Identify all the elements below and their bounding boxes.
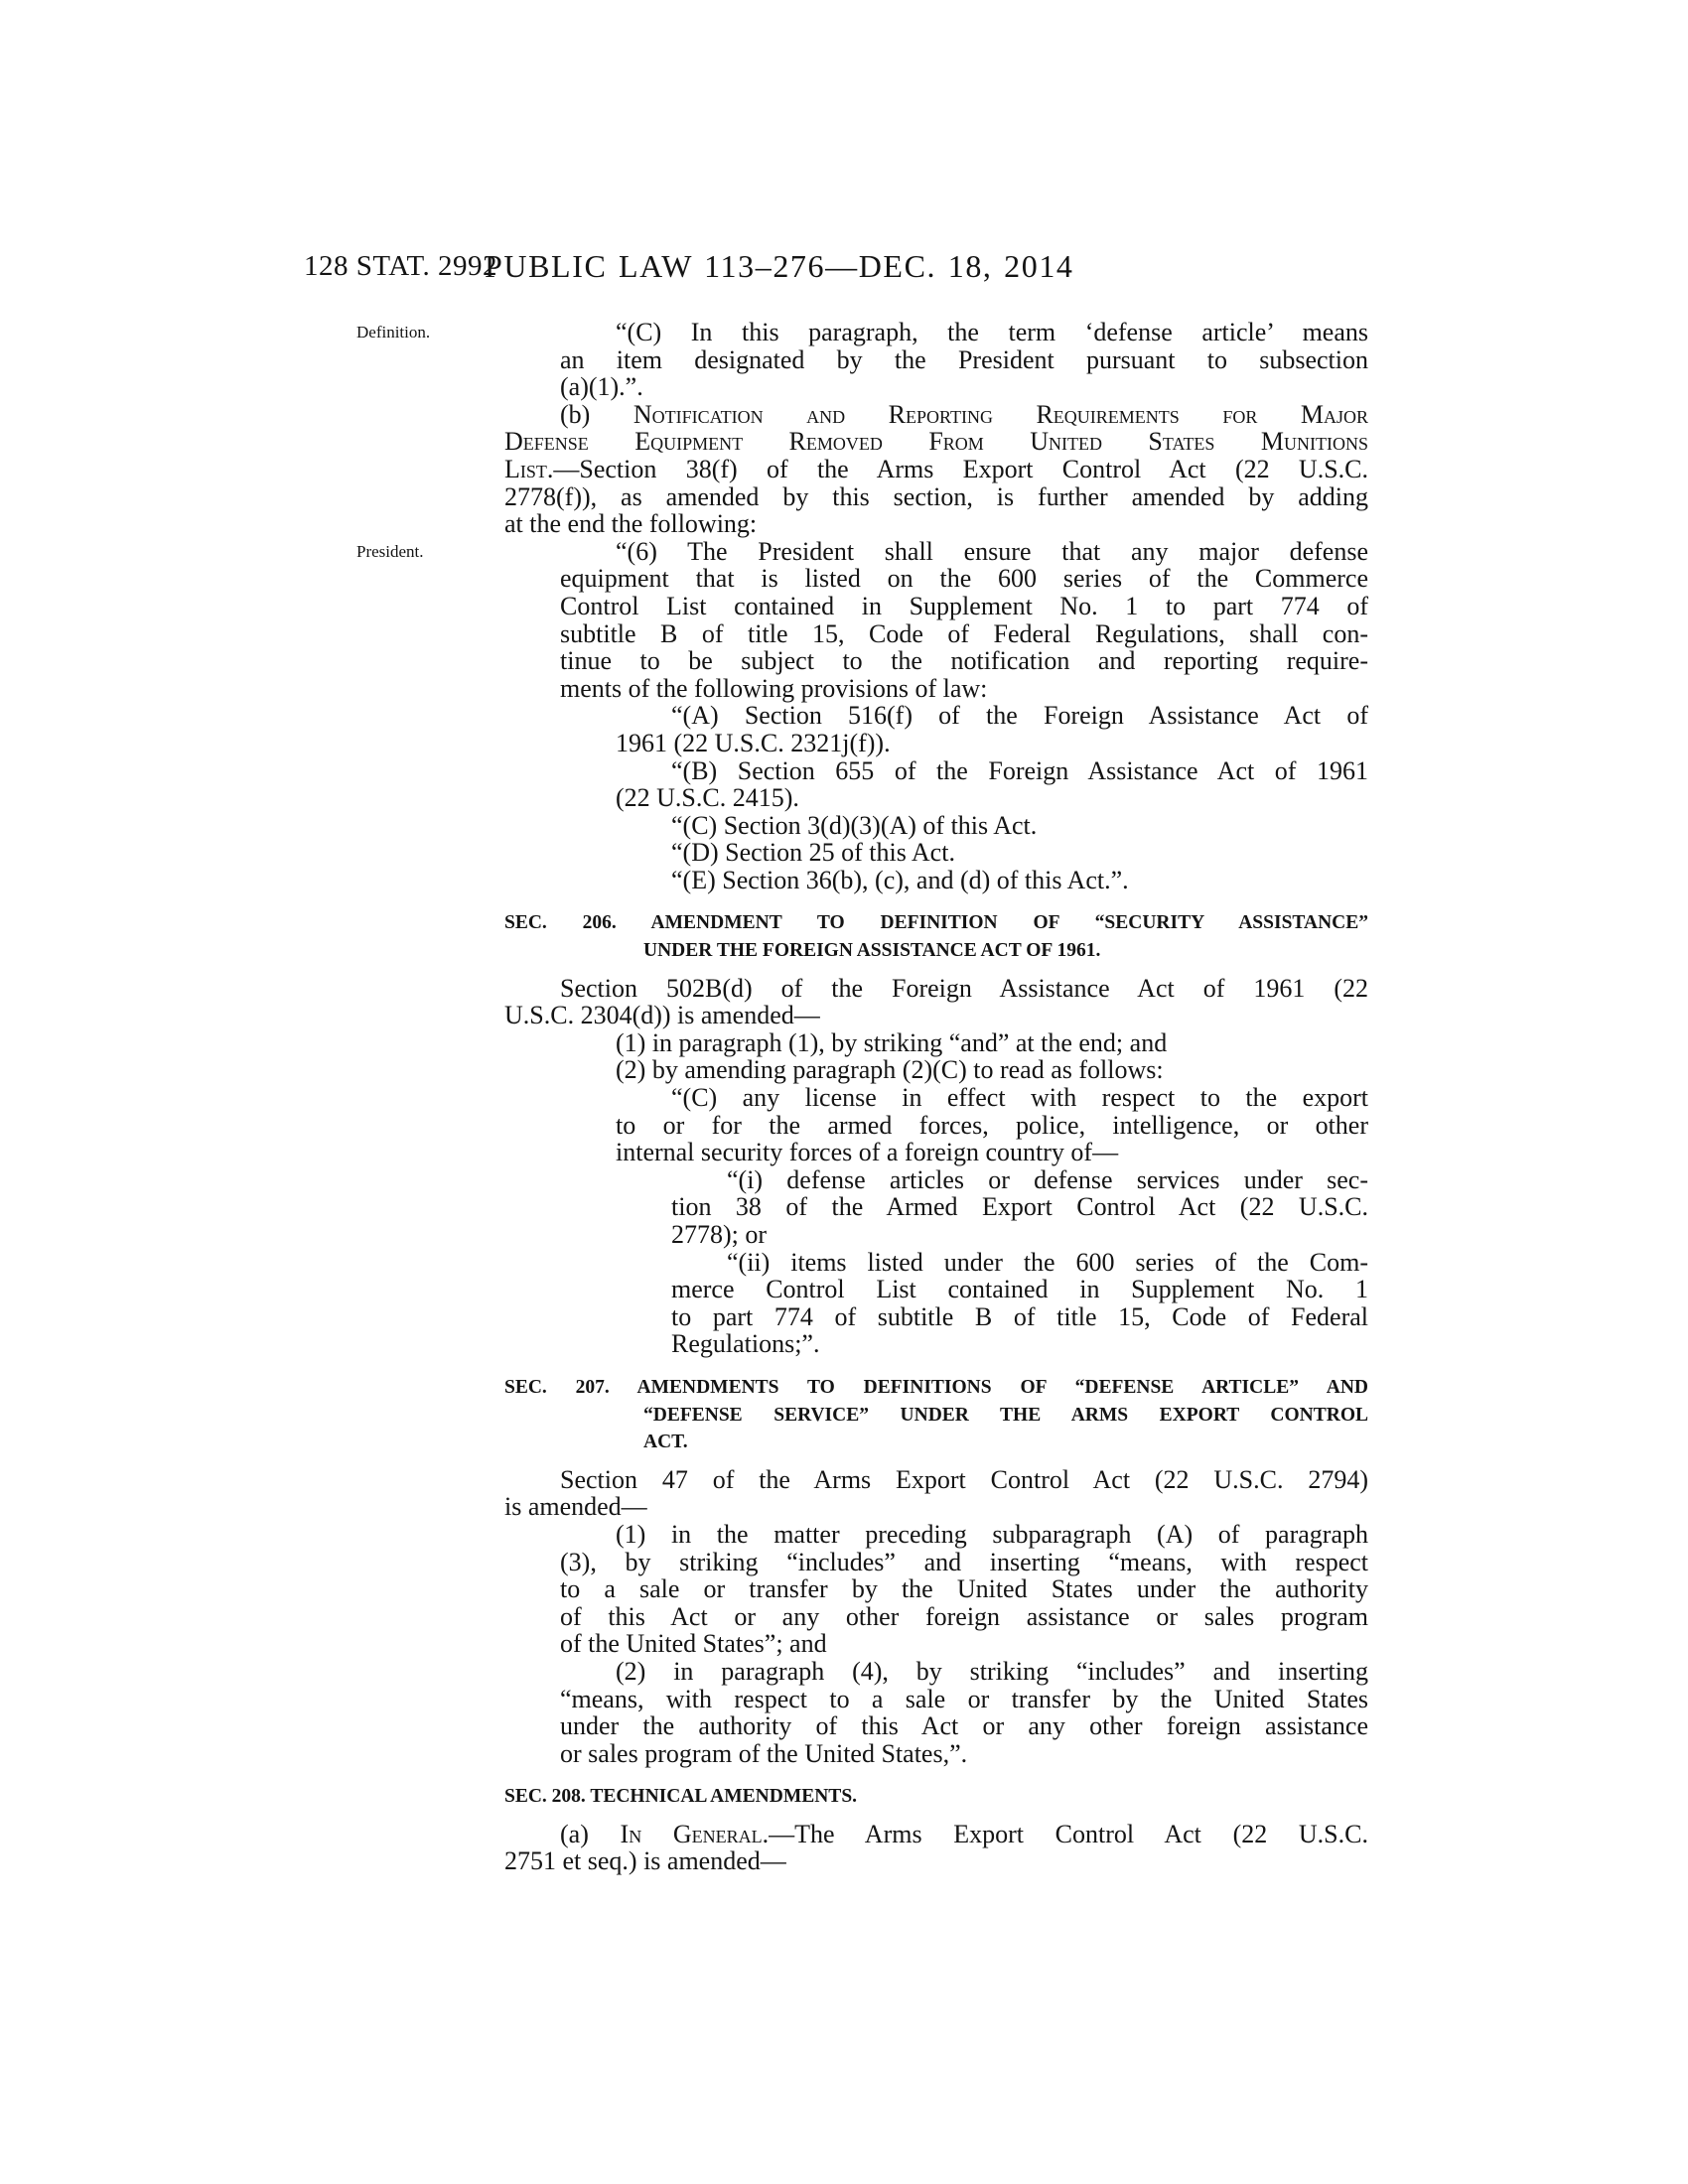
small-caps-heading: List. (504, 454, 554, 483)
text-line: (a)(1).”. (560, 372, 643, 402)
text-line: tion 38 of the Armed Export Control Act (22 U.S.C. (671, 1192, 1368, 1222)
text-line: “(6) The President shall ensure that any major defense (616, 536, 1368, 566)
paragraph (616, 839, 1368, 867)
text-line: is amended— (504, 1492, 647, 1522)
section-heading (504, 1783, 1368, 1811)
text-segment: —The Arms Export Control Act (22 U.S.C. (769, 1819, 1368, 1848)
text-segment: (b) (560, 399, 633, 429)
paragraph (504, 975, 1368, 1029)
text-line: subtitle B of title 15, Code of Federal Regulations, shall con- (560, 618, 1368, 648)
paragraph (560, 1029, 1368, 1057)
text-line: to a sale or transfer by the United States under the authority (560, 1574, 1368, 1604)
paragraph (671, 1249, 1368, 1358)
text-line: 2751 et seq.) is amended— (504, 1846, 786, 1876)
text-line: under the authority of this Act or any other foreign assistance (560, 1711, 1368, 1741)
text-line: merce Control List contained in Supplement No. 1 (671, 1275, 1368, 1304)
heading-line: “DEFENSE SERVICE” UNDER THE ARMS EXPORT CONTROL (643, 1404, 1368, 1426)
paragraph (504, 1466, 1368, 1521)
text-line: to part 774 of subtitle B of title 15, Code of Federal (671, 1301, 1368, 1331)
text-segment: —Section 38(f) of the Arms Export Control Act (22 U.S.C. (553, 454, 1368, 483)
paragraph (560, 1521, 1368, 1658)
text-line: “(B) Section 655 of the Foreign Assistance Act of 1961 (671, 755, 1368, 785)
heading-line: SEC. 208. TECHNICAL AMENDMENTS. (504, 1786, 858, 1808)
text-line: “(ii) items listed under the 600 series of the Com- (727, 1247, 1368, 1277)
heading-line: SEC. 207. AMENDMENTS TO DEFINITIONS OF “DEFENSE ARTICLE” AND (504, 1376, 1368, 1398)
text-line: internal security forces of a foreign country of— (616, 1138, 1119, 1167)
text-line: Section 47 of the Arms Export Control Act (22 U.S.C. 2794) (560, 1464, 1368, 1494)
text-line: (3), by striking “includes” and inserting “means, with respect (560, 1547, 1368, 1576)
paragraph (560, 1658, 1368, 1767)
paragraph (504, 401, 1368, 538)
margin-note: Definition. (356, 323, 431, 341)
text-line: tinue to be subject to the notification and reporting require- (560, 646, 1368, 676)
text-line: (2) by amending paragraph (2)(C) to read as follows: (616, 1055, 1164, 1085)
margin-note: President. (356, 541, 424, 561)
text-line: “(D) Section 25 of this Act. (671, 838, 955, 868)
heading-line: SEC. 206. AMENDMENT TO DEFINITION OF “SECURITY ASSISTANCE” (504, 912, 1368, 934)
text-line: of this Act or any other foreign assistance or sales program (560, 1601, 1368, 1631)
page-citation: 128 STAT. 2992 (304, 250, 498, 282)
small-caps-heading: In General. (620, 1819, 770, 1848)
paragraph (356, 536, 1368, 703)
text-line (504, 1821, 1368, 1848)
text-line: equipment that is listed on the 600 series of the Commerce (560, 564, 1368, 594)
running-head: PUBLIC LAW 113–276—DEC. 18, 2014 (485, 248, 1074, 284)
text-line: of the United States”; and (560, 1629, 827, 1659)
text-line (504, 401, 1368, 429)
text-line: to or for the armed forces, police, intelligence, or other (616, 1110, 1368, 1140)
text-line: U.S.C. 2304(d)) is amended— (504, 1001, 820, 1030)
text-line: “(C) In this paragraph, the term ‘defense article’ means (616, 318, 1368, 346)
heading-line: UNDER THE FOREIGN ASSISTANCE ACT OF 1961. (643, 940, 1101, 962)
text-line: “means, with respect to a sale or transfer by the United States (560, 1684, 1368, 1713)
small-caps-heading: Notification and Reporting Requirements for Major (633, 399, 1369, 429)
text-line: ments of the following provisions of law: (560, 673, 988, 703)
text-line: (1) in paragraph (1), by striking “and” at the end; and (616, 1027, 1168, 1057)
text-segment: (a) (560, 1819, 621, 1848)
text-line: “(A) Section 516(f) of the Foreign Assistance Act of (671, 701, 1368, 731)
paragraph (671, 1166, 1368, 1249)
text-line: “(i) defense articles or defense services under sec- (727, 1164, 1368, 1194)
section-heading (504, 1374, 1368, 1456)
text-line: Control List contained in Supplement No. 1 to part 774 of (560, 591, 1368, 620)
text-line: “(E) Section 36(b), (c), and (d) of this Act.”. (671, 865, 1129, 894)
text-line: or sales program of the United States,”. (560, 1738, 968, 1768)
text-line: “(C) any license in effect with respect to the export (671, 1083, 1368, 1113)
text-line: Regulations;”. (671, 1329, 820, 1359)
text-line: 2778); or (671, 1220, 768, 1249)
text-line: (22 U.S.C. 2415). (616, 783, 799, 813)
text-line: (1) in the matter preceding subparagraph (A) of paragraph (616, 1519, 1368, 1549)
text-line: “(C) Section 3(d)(3)(A) of this Act. (671, 810, 1038, 840)
paragraph (616, 867, 1368, 894)
text-line: at the end the following: (504, 509, 758, 539)
text-line (504, 456, 1368, 483)
small-caps-heading: Defense Equipment Removed From United States Munitions (504, 427, 1368, 457)
paragraph (504, 1821, 1368, 1875)
paragraph (616, 757, 1368, 812)
paragraph (616, 1084, 1368, 1166)
paragraph (616, 702, 1368, 756)
paragraph (356, 318, 1368, 402)
text-line: 1961 (22 U.S.C. 2321j(f)). (616, 728, 891, 757)
text-line: Section 502B(d) of the Foreign Assistance Act of 1961 (22 (560, 973, 1368, 1003)
document-body (356, 318, 1369, 1876)
section-heading (504, 909, 1368, 964)
heading-line: ACT. (643, 1432, 688, 1453)
text-line (504, 428, 1368, 456)
text-line: 2778(f)), as amended by this section, is further amended by adding (504, 481, 1368, 511)
text-line: (2) in paragraph (4), by striking “includes” and inserting (616, 1656, 1368, 1686)
text-line: an item designated by the President pursuant to subsection (560, 344, 1368, 374)
paragraph (560, 1056, 1368, 1084)
paragraph (616, 812, 1368, 840)
